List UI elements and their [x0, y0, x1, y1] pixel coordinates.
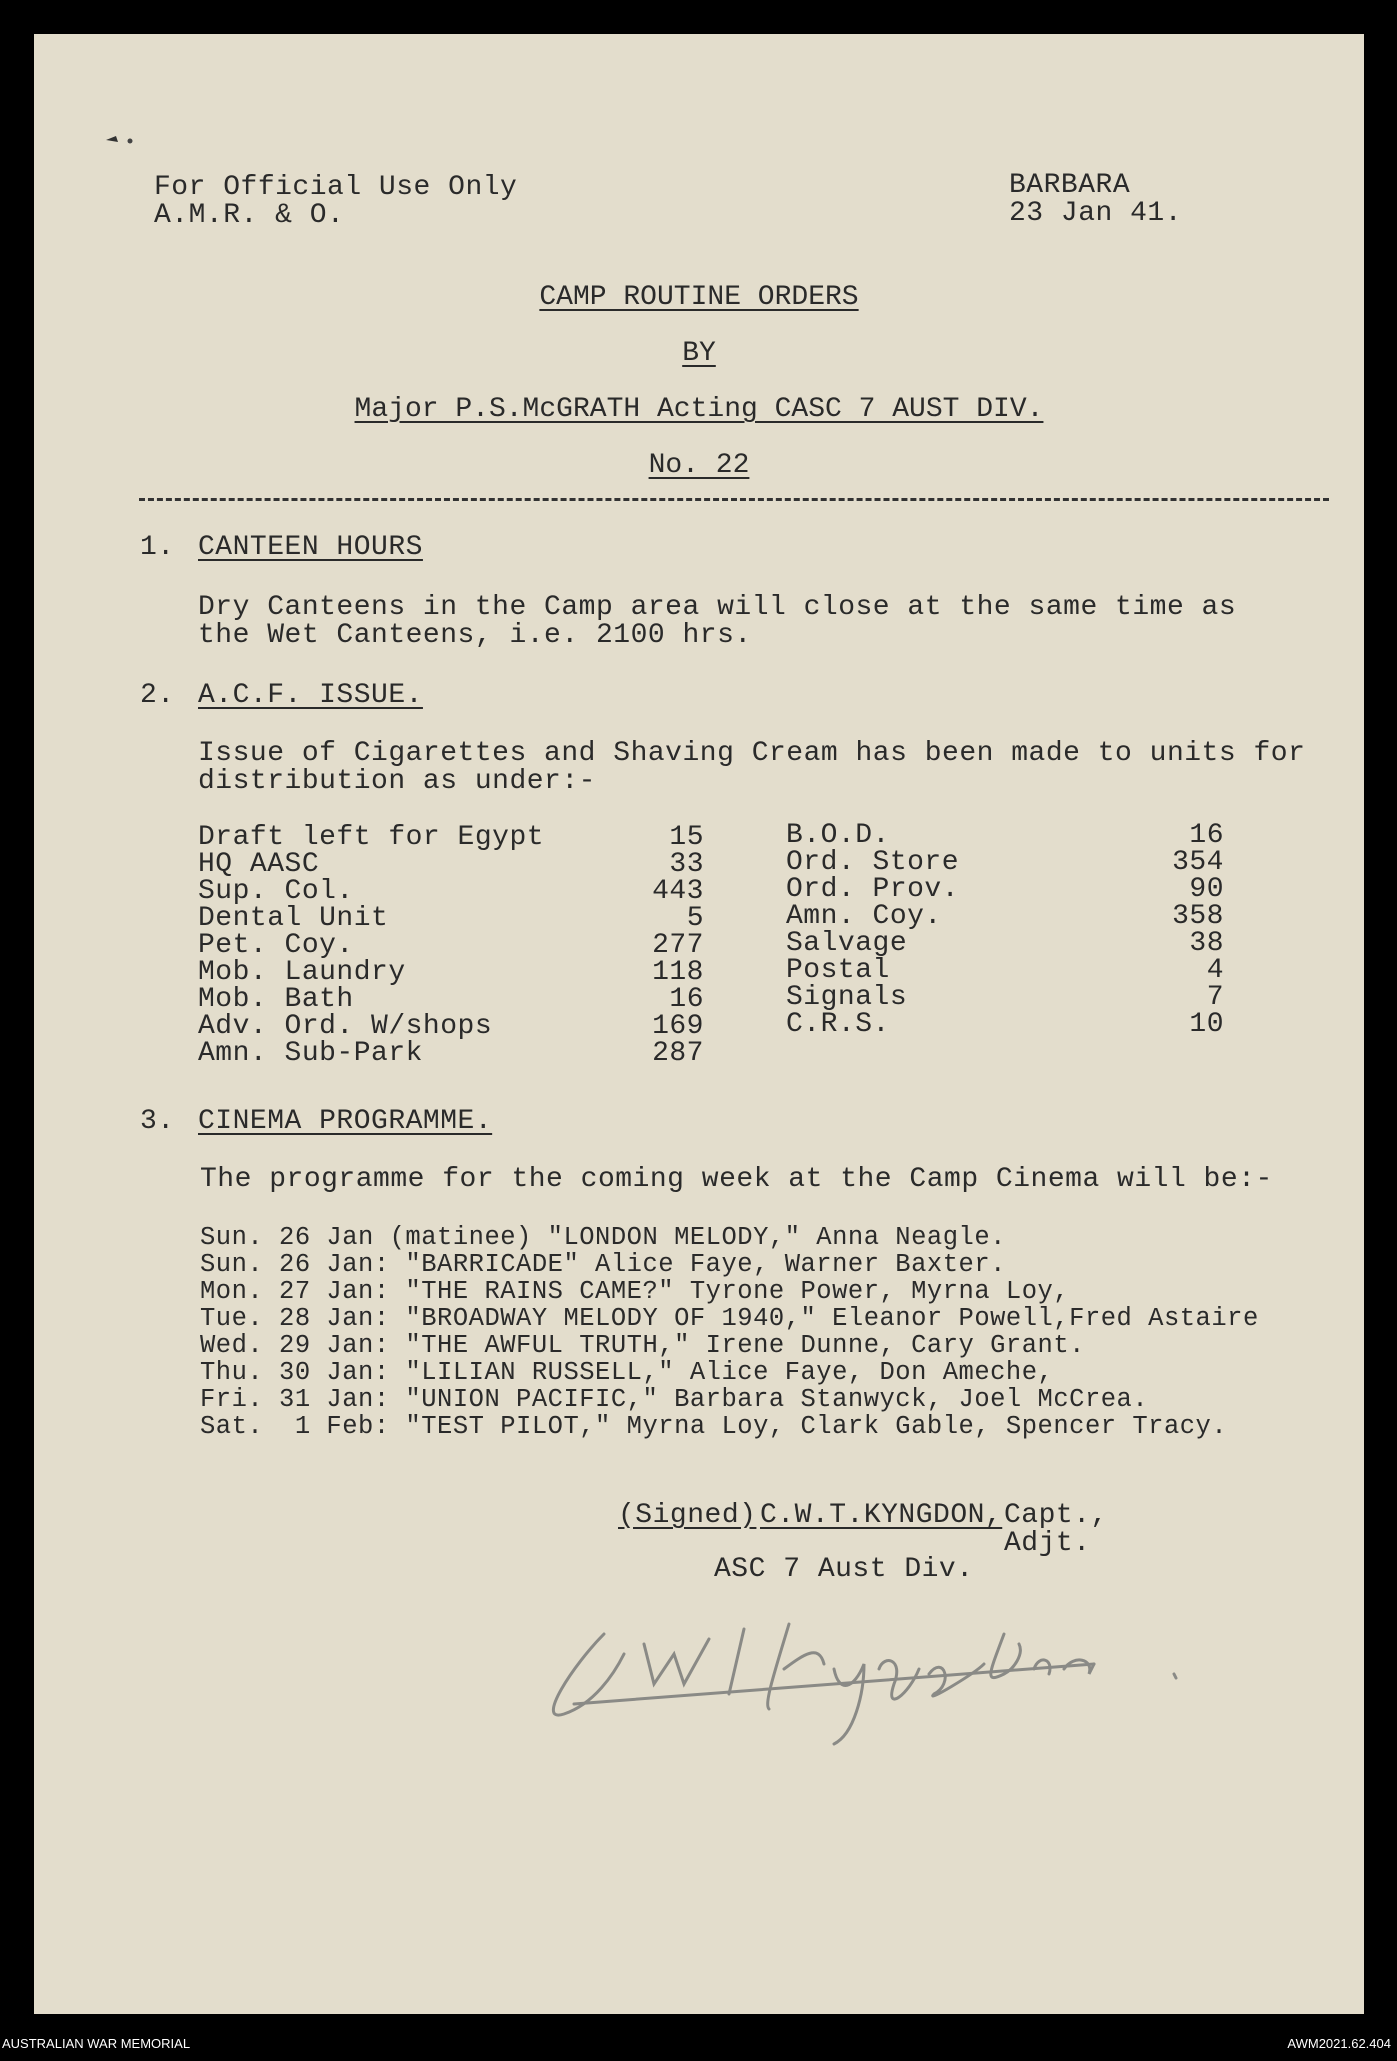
issue-quantity: 354 [1172, 847, 1224, 878]
document-date: 23 Jan 41. [1009, 198, 1183, 229]
title-issuer: Major P.S.McGRATH Acting CASC 7 AUST DIV. [354, 394, 1044, 425]
issue-quantity: 358 [1172, 901, 1224, 932]
issue-unit: Mob. Bath [198, 984, 354, 1015]
section-2-text-line: Issue of Cigarettes and Shaving Cream has been made to units for [198, 738, 1306, 769]
issue-quantity: 7 [1206, 982, 1224, 1013]
distribution-code: A.M.R. & O. [154, 200, 345, 231]
signatory-role: Adjt. [1004, 1528, 1091, 1559]
section-3-number: 3. [140, 1106, 175, 1137]
programme-line: Mon. 27 Jan: "THE RAINS CAME?" Tyrone Power, Myrna Loy, [200, 1277, 1070, 1306]
official-use-line: For Official Use Only [154, 172, 518, 203]
footer-accession-number: AWM2021.62.404 [1287, 2036, 1391, 2051]
location-name: BARBARA [1009, 170, 1131, 201]
footer-institution: AUSTRALIAN WAR MEMORIAL [2, 2036, 191, 2051]
page-title: CAMP ROUTINE ORDERS [539, 282, 859, 313]
issue-quantity: 90 [1189, 874, 1224, 905]
issue-quantity: 287 [652, 1038, 704, 1069]
issue-quantity: 38 [1189, 928, 1224, 959]
issue-quantity: 16 [669, 984, 704, 1015]
section-3-heading: CINEMA PROGRAMME. [198, 1106, 493, 1137]
section-1-text-line: Dry Canteens in the Camp area will close at the same time as [198, 592, 1237, 623]
issue-unit: Adv. Ord. W/shops [198, 1011, 493, 1042]
section-2-number: 2. [140, 680, 175, 711]
issue-quantity: 443 [652, 876, 704, 907]
issue-quantity: 15 [669, 822, 704, 853]
signatory-rank: Capt., [1004, 1500, 1108, 1531]
programme-line: Thu. 30 Jan: "LILIAN RUSSELL," Alice Faye, Don Ameche, [200, 1358, 1054, 1387]
issue-quantity: 169 [652, 1011, 704, 1042]
issue-unit: HQ AASC [198, 849, 320, 880]
issue-quantity: 10 [1189, 1009, 1224, 1040]
issue-unit: Salvage [786, 928, 908, 959]
signatory-unit: ASC 7 Aust Div. [714, 1554, 974, 1585]
section-2-heading: A.C.F. ISSUE. [198, 680, 423, 711]
document-page [34, 34, 1364, 2014]
programme-line: Sun. 26 Jan: "BARRICADE" Alice Faye, Warner Baxter. [200, 1250, 1006, 1279]
section-1-text-line: the Wet Canteens, i.e. 2100 hrs. [198, 620, 752, 651]
issue-unit: Sup. Col. [198, 876, 354, 907]
handwritten-signature [534, 1574, 1234, 1754]
issue-unit: Ord. Prov. [786, 874, 960, 905]
issue-quantity: 16 [1189, 820, 1224, 851]
issue-unit: B.O.D. [786, 820, 890, 851]
issue-quantity: 33 [669, 849, 704, 880]
programme-line: Sat. 1 Feb: "TEST PILOT," Myrna Loy, Clark Gable, Spencer Tracy. [200, 1412, 1228, 1441]
section-2-text-line: distribution as under:- [198, 766, 596, 797]
order-number: No. 22 [648, 450, 750, 481]
punch-mark-icon [104, 130, 144, 150]
issue-unit: Pet. Coy. [198, 930, 354, 961]
programme-line: Sun. 26 Jan (matinee) "LONDON MELODY," Anna Neagle. [200, 1223, 1006, 1252]
section-3-intro: The programme for the coming week at the Camp Cinema will be:- [200, 1164, 1273, 1195]
programme-line: Fri. 31 Jan: "UNION PACIFIC," Barbara Stanwyck, Joel McCrea. [200, 1385, 1149, 1414]
issue-unit: C.R.S. [786, 1009, 890, 1040]
header-divider [139, 498, 1329, 501]
issue-quantity: 5 [686, 903, 704, 934]
issue-unit: Signals [786, 982, 908, 1013]
issue-unit: Dental Unit [198, 903, 389, 934]
signed-label: (Signed) [618, 1500, 757, 1531]
issue-unit: Amn. Coy. [786, 901, 942, 932]
issue-unit: Mob. Laundry [198, 957, 406, 988]
issue-quantity: 4 [1206, 955, 1224, 986]
signatory-name: C.W.T.KYNGDON, [760, 1500, 1003, 1531]
section-1-number: 1. [140, 532, 175, 563]
issue-quantity: 277 [652, 930, 704, 961]
issue-unit: Draft left for Egypt [198, 822, 545, 853]
programme-line: Wed. 29 Jan: "THE AWFUL TRUTH," Irene Dunne, Cary Grant. [200, 1331, 1085, 1360]
section-1-heading: CANTEEN HOURS [198, 532, 423, 563]
issue-unit: Ord. Store [786, 847, 960, 878]
issue-unit: Postal [786, 955, 890, 986]
issue-unit: Amn. Sub-Park [198, 1038, 423, 1069]
title-by: BY [682, 338, 716, 369]
programme-line: Tue. 28 Jan: "BROADWAY MELODY OF 1940," Eleanor Powell,Fred Astaire [200, 1304, 1259, 1333]
issue-quantity: 118 [652, 957, 704, 988]
